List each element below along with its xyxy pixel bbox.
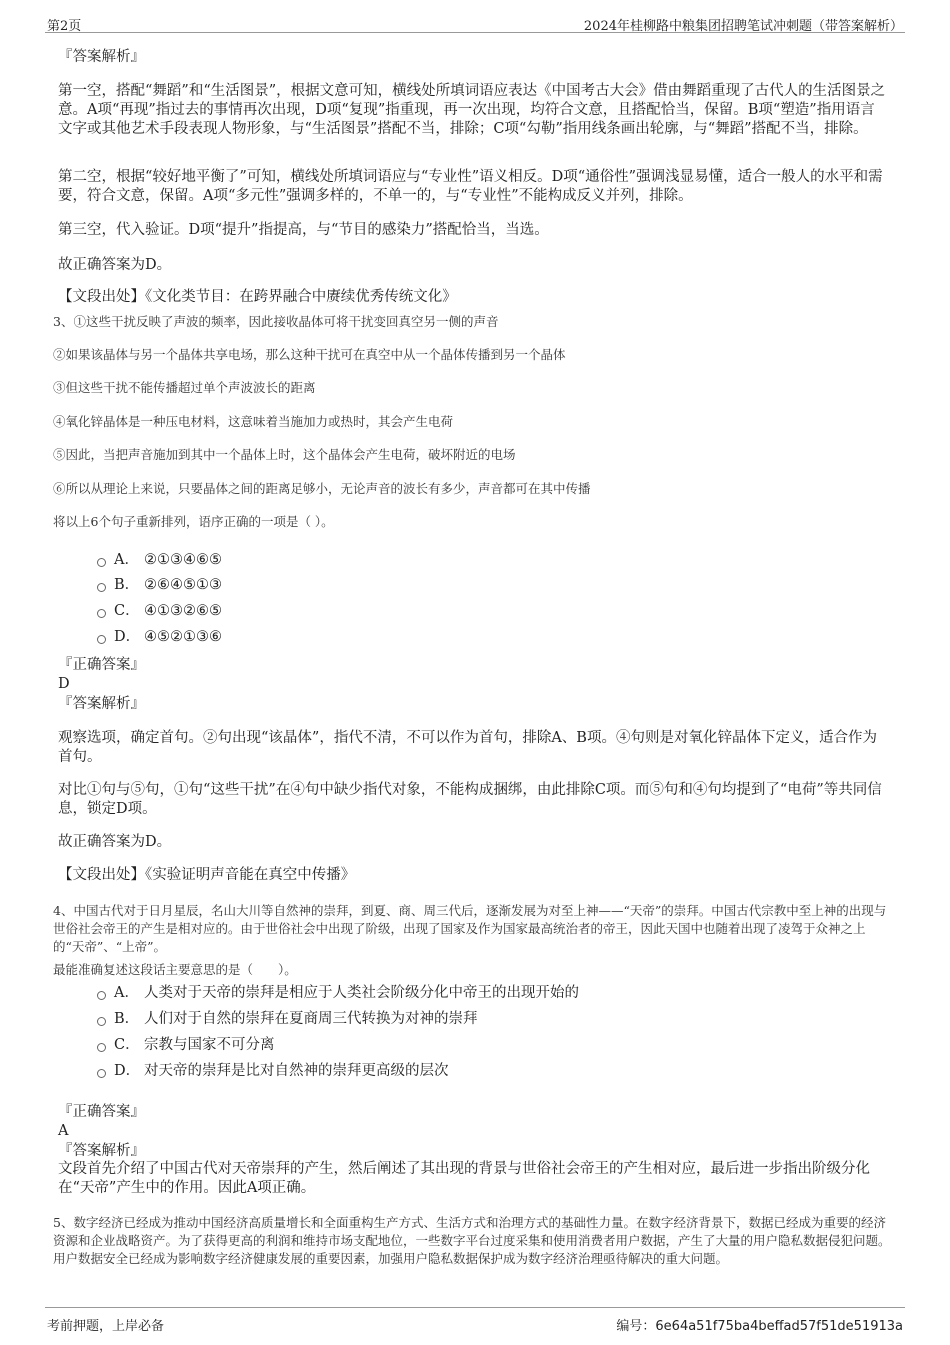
option-text: 宗教与国家不可分离 [144,1037,275,1053]
analysis-label: 『答案解析』 [58,49,145,65]
question-stem: 5、数字经济已经成为推动中国经济高质量增长和全面重构生产方式、生活方式和治理方式的基础性力量。在数字经济背景下，数据已经成为重要的经济资源和企业战略资产。为了获得更高的利润和维持市场支配地位，一些数字平台过度采集和使用消费者用户数据，产生了大量的用户隐私数据侵犯问题。用户数据安全已经成为影响数字经济健康发展的重要因素，加强用户隐私数据保护成为数字经济治理亟待解决的重大问题。 [53,1215,891,1266]
radio-button[interactable] [97,558,106,567]
option-a[interactable]: A． 人类对于天帝的崇拜是相应于人类社会阶级分化中帝王的出现开始的 [97,983,579,1003]
answer-label: 『正确答案』 [58,657,145,673]
document-id: 编号：6e64a51f75ba4beffad57f51de51913a [616,1319,903,1334]
radio-button[interactable] [97,1069,106,1078]
option-a[interactable]: A． ②①③④⑥⑤ [97,550,222,570]
option-text: ④①③②⑥⑤ [144,603,222,619]
source-citation: 【文段出处】《实验证明声音能在真空中传播》 [58,867,356,883]
radio-button[interactable] [97,1017,106,1026]
option-text: 人们对于自然的崇拜在夏商周三代转换为对神的崇拜 [144,1011,478,1027]
question-sentence: ⑥所以从理论上来说，只要晶体之间的距离足够小，无论声音的波长有多少，声音都可在其中传播 [53,481,591,496]
option-text: 对天帝的崇拜是比对自然神的崇拜更高级的层次 [144,1063,449,1079]
option-d[interactable]: D． ④⑤②①③⑥ [97,627,222,647]
analysis-paragraph: 第三空，代入验证。D项“提升”指提高，与“节目的感染力”搭配恰当，当选。 [58,222,549,238]
conclusion: 故正确答案为D。 [58,257,172,273]
option-text: ④⑤②①③⑥ [144,629,222,645]
question-sentence: ④氧化锌晶体是一种压电材料，这意味着当施加力或热时，其会产生电荷 [53,414,454,429]
question-sentence: ②如果该晶体与另一个晶体共享电场，那么这种干扰可在真空中从一个晶体传播到另一个晶体 [53,347,566,362]
analysis-paragraph: 第一空，搭配“舞蹈”和“生活图景”，根据文意可知，横线处所填词语应表达《中国考古大会》借由舞蹈重现了古代人的生活图景之意。A项“再现”指过去的事情再次出现，D项“复现”指重现，再一次出现，均符合文意，且搭配恰当，保留。B项“塑造”指用语言文字或其他艺术手段表现人物形象，与“生活图景”搭配不当，排除；C项“勾勒”指用线条画出轮廓，与“舞蹈”搭配不当，排除。 [58,83,886,137]
option-d[interactable]: D． 对天帝的崇拜是比对自然神的崇拜更高级的层次 [97,1061,449,1081]
analysis-label: 『答案解析』 [58,696,145,712]
question-sentence: ③但这些干扰不能传播超过单个声波波长的距离 [53,380,316,395]
analysis-paragraph: 文段首先介绍了中国古代对天帝崇拜的产生，然后阐述了其出现的背景与世俗社会帝王的产生相对应，最后进一步指出阶级分化在“天帝”产生中的作用。因此A项正确。 [58,1161,870,1196]
question-stem: 4、中国古代对于日月星辰，名山大川等自然神的崇拜，到夏、商、周三代后，逐渐发展为对至上神——“天帝”的崇拜。中国古代宗教中至上神的出现与世俗社会帝王的产生是相对应的。由于世俗社会中出现了阶级，出现了国家及作为国家最高统治者的帝王，因此天国中也随着出现了凌驾于众神之上的“天帝”、“上帝”。 [53,903,887,954]
question-prompt: 最能准确复述这段话主要意思的是（ ）。 [53,962,297,977]
radio-button[interactable] [97,1043,106,1052]
option-b[interactable]: B． 人们对于自然的崇拜在夏商周三代转换为对神的崇拜 [97,1009,478,1029]
answer-label: 『正确答案』 [58,1104,145,1120]
conclusion: 故正确答案为D。 [58,834,172,850]
radio-button[interactable] [97,583,106,592]
page-number: 第2页 [47,19,82,34]
analysis-paragraph: 第二空，根据“较好地平衡了”可知，横线处所填词语应与“专业性”语义相反。D项“通俗性”强调浅显易懂，适合一般人的水平和需要，符合文意，保留。A项“多元性”强调多样的，不单一的，与“专业性”不能构成反义并列，排除。 [58,169,883,204]
document-title: 2024年桂柳路中粮集团招聘笔试冲刺题（带答案解析） [583,19,903,34]
option-text: ②⑥④⑤①③ [144,577,222,593]
option-text: ②①③④⑥⑤ [144,552,222,568]
source-citation: 【文段出处】《文化类节目：在跨界融合中赓续优秀传统文化》 [58,289,457,305]
page-footer [45,1307,905,1338]
question-sentence: 3、①这些干扰反映了声波的频率，因此接收晶体可将干扰变回真空另一侧的声音 [53,314,499,329]
question-stem: 将以上6个句子重新排列，语序正确的一项是（ ）。 [53,514,334,529]
analysis-paragraph: 对比①句与⑤句，①句“这些干扰”在④句中缺少指代对象，不能构成捆绑，由此排除C项。而⑤句和④句均提到了“电荷”等共同信息，锁定D项。 [58,782,882,817]
option-c[interactable]: C． ④①③②⑥⑤ [97,601,222,621]
analysis-paragraph: 观察选项，确定首句。②句出现“该晶体”，指代不清，不可以作为首句，排除A、B项。④句则是对氧化锌晶体下定义，适合作为首句。 [58,730,877,765]
question-sentence: ⑤因此，当把声音施加到其中一个晶体上时，这个晶体会产生电荷，破坏附近的电场 [53,447,516,462]
answer-value: A [58,1123,69,1139]
radio-button[interactable] [97,609,106,618]
option-c[interactable]: C． 宗教与国家不可分离 [97,1035,275,1055]
radio-button[interactable] [97,991,106,1000]
page-header [45,12,905,33]
option-text: 人类对于天帝的崇拜是相应于人类社会阶级分化中帝王的出现开始的 [144,985,579,1001]
analysis-label: 『答案解析』 [58,1143,145,1159]
answer-value: D [58,676,70,692]
option-b[interactable]: B． ②⑥④⑤①③ [97,575,222,595]
radio-button[interactable] [97,635,106,644]
footer-slogan: 考前押题，上岸必备 [47,1319,165,1334]
